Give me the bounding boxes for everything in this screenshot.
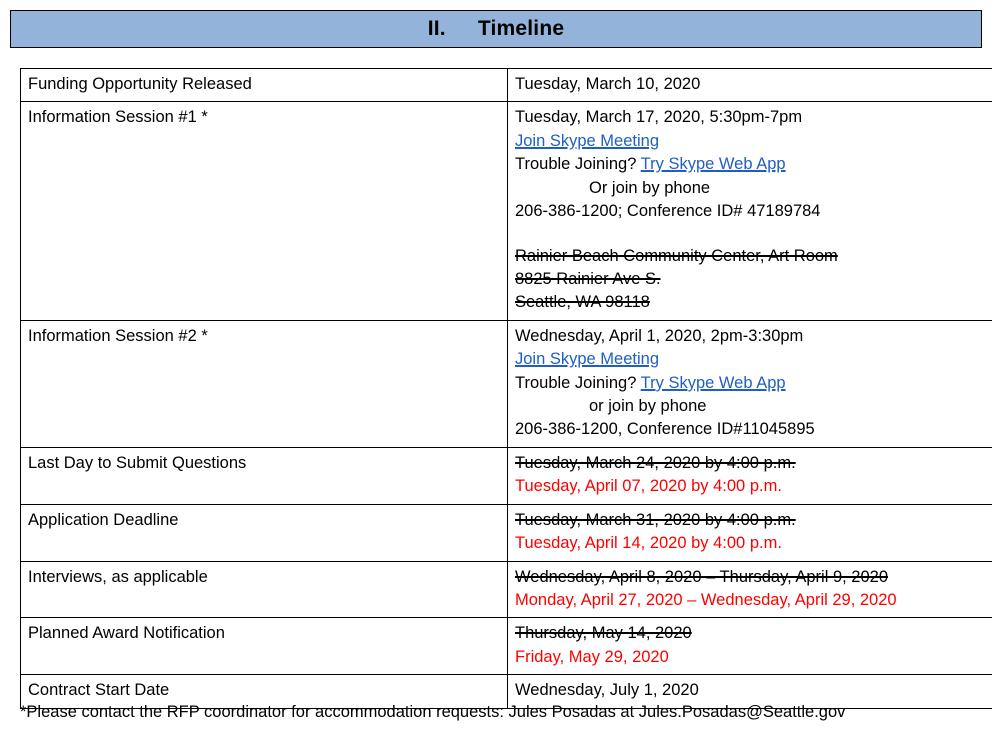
timeline-milestone-label: Contract Start Date [21,675,508,708]
try-skype-web-app-link[interactable]: Try Skype Web App [640,155,786,174]
section-heading-banner [10,10,982,48]
deleted-text-line: Thursday, May 14, 2020 [515,624,692,643]
line-with-link [515,372,992,395]
deleted-text-line: Rainier Beach Community Center, Art Room [515,246,838,265]
text-line: Wednesday, July 1, 2020 [515,681,699,700]
trouble-joining-label: Trouble Joining? [515,155,641,174]
timeline-date-cell [508,69,992,102]
try-skype-web-app-link[interactable]: Try Skype Web App [640,373,786,392]
deleted-text-line: Tuesday, March 24, 2020 by 4:00 p.m. [515,453,796,472]
timeline-date-cell [508,618,992,675]
cell-line-group [515,106,992,314]
timeline-milestone-label: Planned Award Notification [21,618,508,675]
table-row [21,69,992,102]
cell-line-group [515,679,992,702]
deleted-text-line: Wednesday, April 8, 2020 – Thursday, April 9, 2020 [515,567,889,586]
timeline-milestone-label: Information Session #2 * [21,320,508,447]
line-with-link [515,348,992,371]
join-by-phone-line: or join by phone [589,397,707,416]
text-line: 206-386-1200, Conference ID#11045895 [515,420,815,439]
page-title: Timeline [477,17,565,40]
deleted-text-line: Seattle, WA 98118 [515,293,650,312]
trouble-joining-label: Trouble Joining? [515,373,641,392]
timeline-milestone-label: Last Day to Submit Questions [21,447,508,504]
timeline-date-cell [508,561,992,618]
table-row [21,618,992,675]
cell-line-group [515,452,992,499]
cell-line-group [515,622,992,669]
line-with-link [515,153,992,176]
timeline-table [20,68,992,709]
table-row [21,561,992,618]
table-row [21,320,992,447]
timeline-milestone-label: Interviews, as applicable [21,561,508,618]
revised-text-line: Tuesday, April 07, 2020 by 4:00 p.m. [515,477,782,496]
revised-text-line: Monday, April 27, 2020 – Wednesday, April 29, 2020 [515,591,897,610]
timeline-milestone-label: Application Deadline [21,504,508,561]
deleted-text-line: Tuesday, March 31, 2020 by 4:00 p.m. [515,510,796,529]
section-number: II. [427,17,446,40]
line-with-link [515,130,992,153]
timeline-table-body [21,69,992,709]
cell-line-group [515,509,992,556]
table-row [21,102,992,320]
join-skype-meeting-link[interactable]: Join Skype Meeting [515,350,659,369]
text-line: 206-386-1200; Conference ID# 47189784 [515,202,821,221]
revised-text-line: Tuesday, April 14, 2020 by 4:00 p.m. [515,534,782,553]
timeline-milestone-label: Information Session #1 * [21,102,508,320]
blank-line [515,224,992,245]
timeline-date-cell [508,102,992,320]
cell-line-group [515,325,992,442]
join-by-phone-line: Or join by phone [589,178,711,197]
cell-line-group [515,566,992,613]
timeline-milestone-label: Funding Opportunity Released [21,69,508,102]
text-line: Tuesday, March 17, 2020, 5:30pm-7pm [515,108,803,127]
timeline-date-cell [508,320,992,447]
cell-line-group [515,73,992,96]
text-line: Wednesday, April 1, 2020, 2pm-3:30pm [515,326,804,345]
join-skype-meeting-link[interactable]: Join Skype Meeting [515,131,659,150]
table-row [21,504,992,561]
table-row [21,447,992,504]
text-line: Tuesday, March 10, 2020 [515,75,701,93]
timeline-date-cell [508,504,992,561]
accommodation-footnote: *Please contact the RFP coordinator for accommodation requests: Jules Posadas at Jules.Posadas@Seattle.gov [20,703,846,721]
deleted-text-line: 8825 Rainier Ave S. [515,269,661,288]
timeline-date-cell [508,447,992,504]
revised-text-line: Friday, May 29, 2020 [515,647,669,666]
